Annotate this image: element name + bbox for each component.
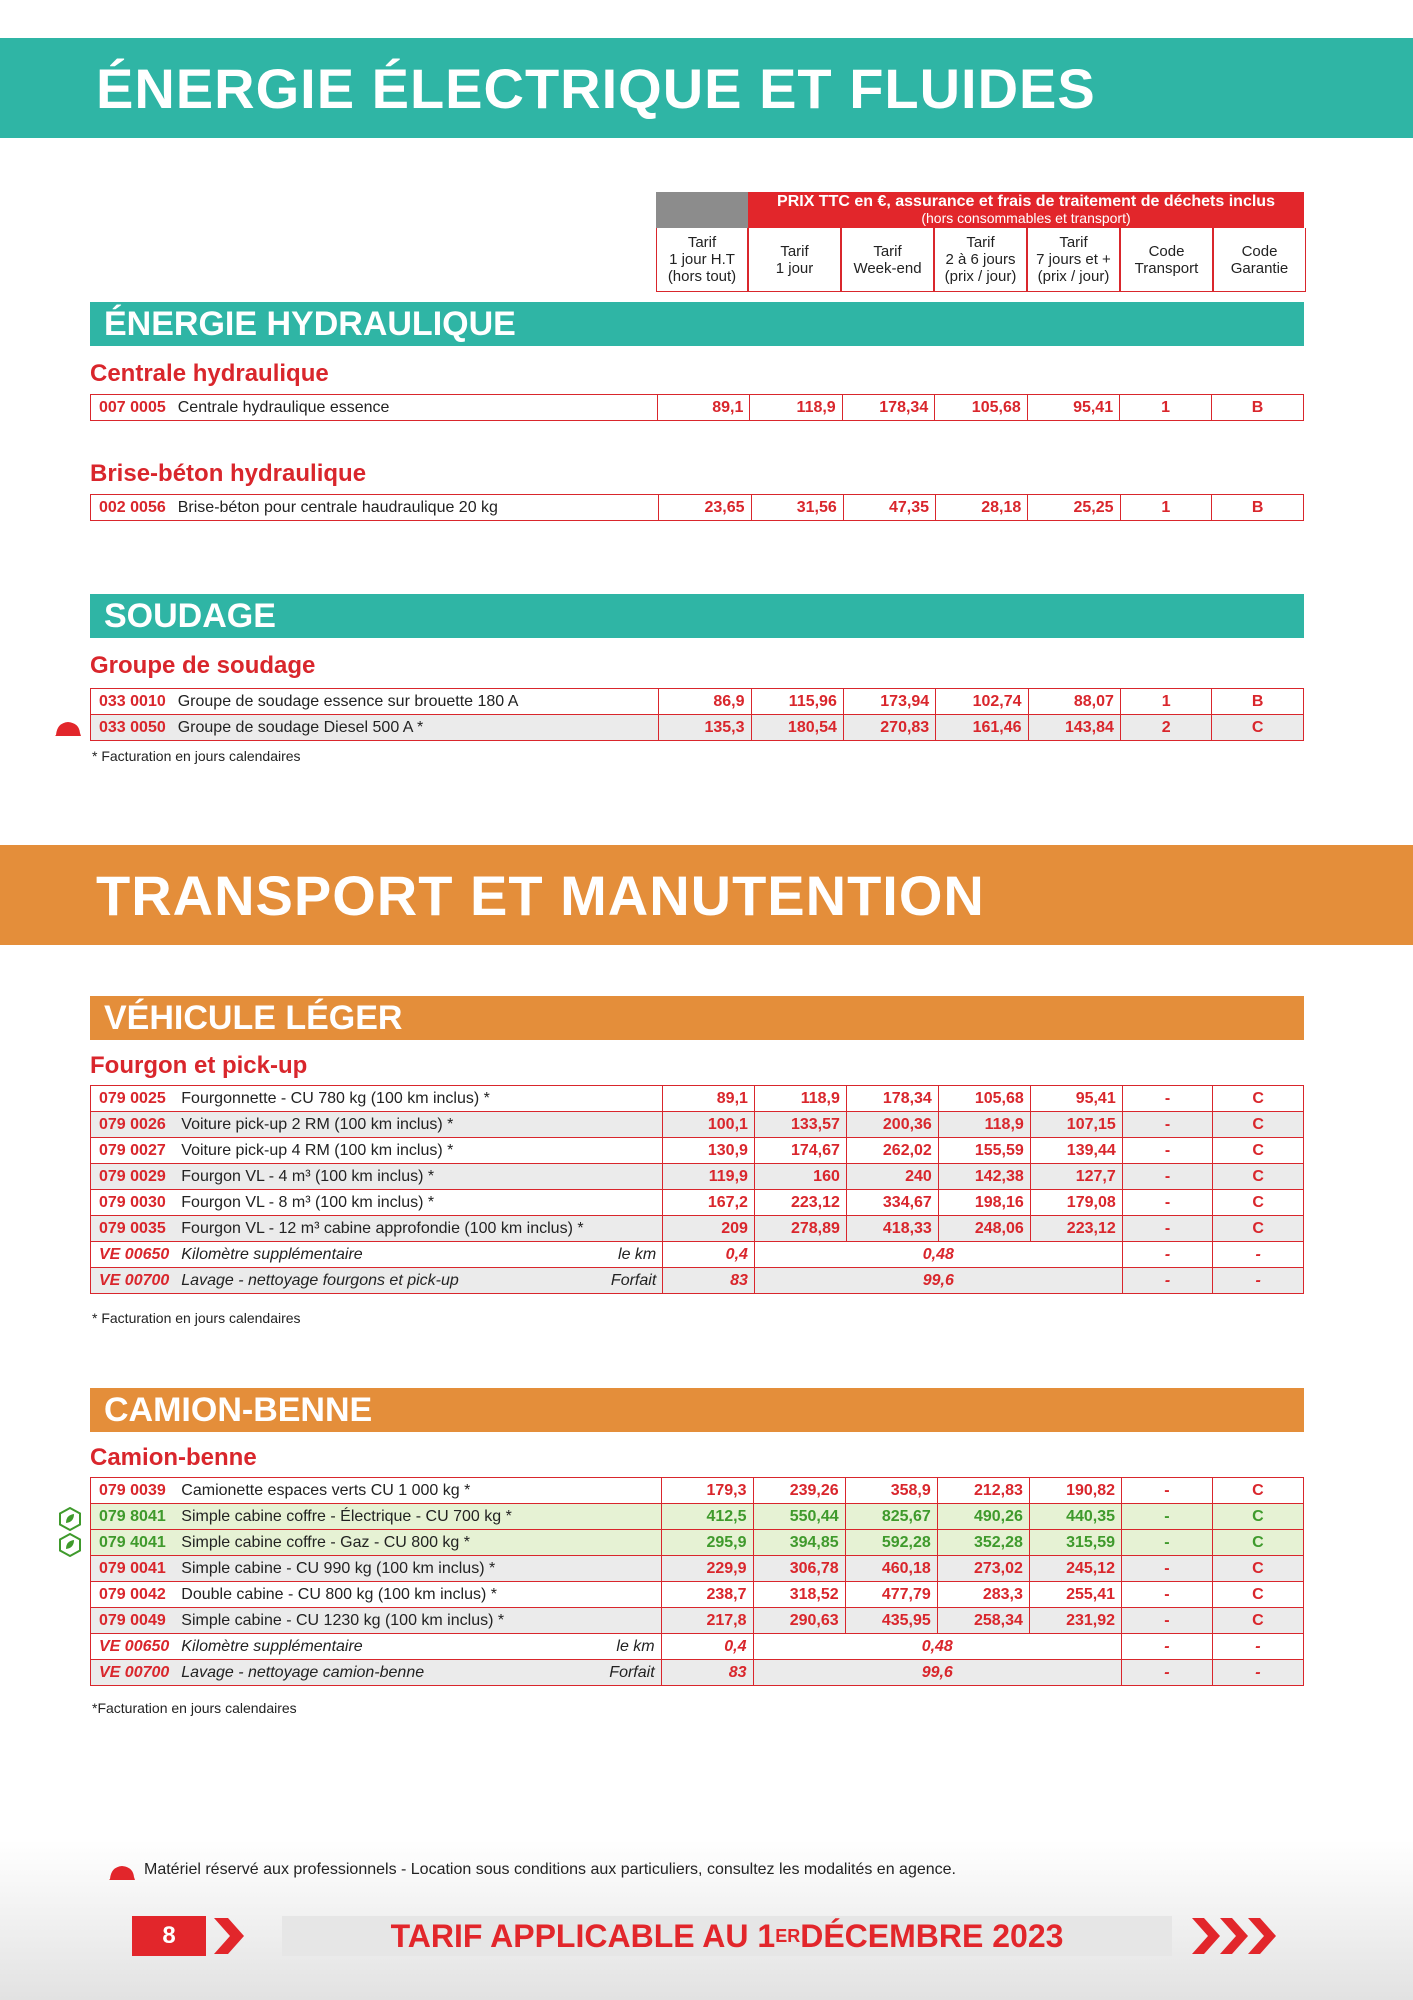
row-tarif-week-end: 178,34 [842, 395, 935, 421]
table-row-extra [91, 1634, 1304, 1660]
row-tarif-2-6-jours: 118,9 [938, 1112, 1030, 1138]
table-row-extra [91, 1242, 1304, 1268]
row-code: 079 0042 [91, 1582, 176, 1608]
row-tarif-2-6-jours: 28,18 [936, 495, 1028, 521]
row-tarif-ht: 135,3 [659, 715, 751, 741]
row-code: VE 00700 [91, 1268, 176, 1294]
row-tarif-1-jour: 290,63 [753, 1608, 845, 1634]
header-price-subtitle: (hors consommables et transport) [921, 210, 1131, 226]
row-code-transport: - [1122, 1582, 1213, 1608]
row-tarif-ht: 119,9 [663, 1164, 755, 1190]
row-code-transport: - [1122, 1660, 1213, 1686]
row-code-garantie: B [1212, 689, 1304, 715]
row-tarif-1-jour: 160 [754, 1164, 846, 1190]
col-tarif-week-end: Tarif Week-end [841, 228, 934, 292]
section-vehicule-leger: VÉHICULE LÉGER [90, 996, 1304, 1040]
header-price-title-text: PRIX TTC en €, assurance et frais de traitement de déchets inclus [777, 193, 1275, 210]
row-unit: Forfait [609, 1663, 655, 1681]
row-desc: Brise-béton pour centrale haudraulique 20 kg [172, 495, 659, 521]
row-tarif-week-end: 460,18 [845, 1556, 937, 1582]
row-tarif-1-jour: 306,78 [753, 1556, 845, 1582]
row-tarif-1-jour: 133,57 [754, 1112, 846, 1138]
table-row [91, 395, 1304, 421]
row-tarif-1-jour: 223,12 [754, 1190, 846, 1216]
row-desc: Simple cabine coffre - Gaz - CU 800 kg * [175, 1530, 661, 1556]
footer-title [282, 1916, 1172, 1956]
row-tarif-7-jours: 190,82 [1029, 1478, 1121, 1504]
row-tarif-2-6-jours: 198,16 [938, 1190, 1030, 1216]
row-unit: Forfait [610, 1271, 657, 1289]
row-code: 079 0039 [91, 1478, 176, 1504]
table-row-extra [91, 1660, 1304, 1686]
col-tarif-2-6-jours: Tarif 2 à 6 jours (prix / jour) [934, 228, 1027, 292]
row-tarif-week-end: 173,94 [843, 689, 935, 715]
header-columns [656, 228, 1306, 292]
row-code-garantie: C [1213, 1138, 1304, 1164]
row-code-garantie: C [1213, 1164, 1304, 1190]
row-code-garantie: B [1212, 395, 1304, 421]
row-tarif-week-end: 240 [846, 1164, 938, 1190]
row-tarif-week-end: 200,36 [846, 1112, 938, 1138]
row-code-garantie: C [1213, 1190, 1304, 1216]
header-grey-block [656, 192, 748, 228]
table-row [91, 715, 1304, 741]
row-tarif-ht: 238,7 [661, 1582, 753, 1608]
row-code-transport: - [1122, 1216, 1213, 1242]
row-code-garantie: C [1213, 1216, 1304, 1242]
row-desc: Voiture pick-up 4 RM (100 km inclus) * [175, 1138, 662, 1164]
table-row [91, 1086, 1304, 1112]
table-brise-beton [90, 494, 1304, 521]
row-tarif-7-jours: 95,41 [1027, 395, 1119, 421]
col-code-transport: Code Transport [1120, 228, 1213, 292]
row-tarif-7-jours: 315,59 [1029, 1530, 1121, 1556]
row-code: VE 00650 [91, 1634, 176, 1660]
table-centrale-hydraulique [90, 394, 1304, 421]
row-desc: Groupe de soudage Diesel 500 A * [172, 715, 659, 741]
row-tarif-1-jour: 318,52 [753, 1582, 845, 1608]
row-code-transport: 1 [1120, 395, 1212, 421]
row-code-transport: - [1122, 1634, 1213, 1660]
banner-transport: TRANSPORT ET MANUTENTION [0, 845, 1413, 945]
footer-title-post: DÉCEMBRE 2023 [800, 1917, 1064, 1954]
row-tarif-1-jour: 31,56 [751, 495, 843, 521]
row-code: VE 00650 [91, 1242, 176, 1268]
row-tarif-1-jour: 115,96 [751, 689, 843, 715]
section-camion-benne: CAMION-BENNE [90, 1388, 1304, 1432]
footer-title-sup: ER [775, 1925, 801, 1946]
leaf-icon [58, 1533, 82, 1557]
row-tarif-week-end: 825,67 [845, 1504, 937, 1530]
row-code: 079 0049 [91, 1608, 176, 1634]
row-tarif-ttc: 99,6 [754, 1268, 1122, 1294]
row-desc: Simple cabine coffre - Électrique - CU 700 kg * [175, 1504, 661, 1530]
row-tarif-1-jour: 118,9 [750, 395, 842, 421]
table-vehicule-leger [90, 1085, 1304, 1294]
row-tarif-week-end: 418,33 [846, 1216, 938, 1242]
row-code-transport: - [1122, 1138, 1213, 1164]
row-desc: Fourgon VL - 8 m³ (100 km inclus) * [175, 1190, 662, 1216]
row-tarif-2-6-jours: 155,59 [938, 1138, 1030, 1164]
page-number: 8 [132, 1916, 206, 1956]
row-tarif-7-jours: 245,12 [1029, 1556, 1121, 1582]
row-tarif-7-jours: 88,07 [1028, 689, 1120, 715]
helmet-icon [54, 720, 82, 738]
row-tarif-ht: 86,9 [659, 689, 751, 715]
row-tarif-ht: 23,65 [659, 495, 751, 521]
banner-energie: ÉNERGIE ÉLECTRIQUE ET FLUIDES [0, 38, 1413, 138]
row-desc: Fourgonnette - CU 780 kg (100 km inclus) * [175, 1086, 662, 1112]
row-tarif-week-end: 435,95 [845, 1608, 937, 1634]
row-tarif-7-jours: 440,35 [1029, 1504, 1121, 1530]
row-code-transport: - [1122, 1530, 1213, 1556]
row-code-transport: - [1122, 1556, 1213, 1582]
row-tarif-ht: 0,4 [663, 1242, 755, 1268]
footnote-vehicule: * Facturation en jours calendaires [92, 1310, 301, 1326]
chevron-right-icon [210, 1916, 250, 1956]
row-tarif-1-jour: 394,85 [753, 1530, 845, 1556]
row-desc: Simple cabine - CU 1230 kg (100 km inclus) * [175, 1608, 661, 1634]
row-tarif-week-end: 47,35 [843, 495, 935, 521]
table-camion-benne [90, 1477, 1304, 1686]
row-code-transport: 1 [1120, 495, 1212, 521]
row-tarif-2-6-jours: 258,34 [937, 1608, 1029, 1634]
table-row [91, 1216, 1304, 1242]
row-tarif-week-end: 592,28 [845, 1530, 937, 1556]
row-desc: Centrale hydraulique essence [172, 395, 658, 421]
row-code-garantie: C [1212, 1478, 1303, 1504]
row-code-transport: - [1122, 1268, 1213, 1294]
row-tarif-ht: 295,9 [661, 1530, 753, 1556]
row-code: 079 0029 [91, 1164, 176, 1190]
row-tarif-ttc: 0,48 [754, 1242, 1122, 1268]
row-code: 079 0027 [91, 1138, 176, 1164]
row-code-transport: - [1122, 1112, 1213, 1138]
row-tarif-7-jours: 231,92 [1029, 1608, 1121, 1634]
section-soudage: SOUDAGE [90, 594, 1304, 638]
row-code-garantie: - [1212, 1660, 1303, 1686]
col-tarif-ht: Tarif 1 jour H.T (hors tout) [656, 228, 748, 292]
row-tarif-ht: 167,2 [663, 1190, 755, 1216]
row-code-garantie: C [1212, 1582, 1303, 1608]
row-desc-text: Lavage - nettoyage fourgons et pick-up [181, 1271, 459, 1289]
row-desc: Groupe de soudage essence sur brouette 180 A [172, 689, 659, 715]
row-tarif-ht: 100,1 [663, 1112, 755, 1138]
table-row [91, 1504, 1304, 1530]
row-tarif-2-6-jours: 352,28 [937, 1530, 1029, 1556]
row-code: 079 8041 [91, 1504, 176, 1530]
row-code-garantie: C [1212, 1504, 1303, 1530]
row-tarif-week-end: 358,9 [845, 1478, 937, 1504]
row-code: 033 0050 [91, 715, 172, 741]
leaf-icon [58, 1507, 82, 1531]
row-code-garantie: C [1213, 1086, 1304, 1112]
row-code: 079 0030 [91, 1190, 176, 1216]
row-desc: Voiture pick-up 2 RM (100 km inclus) * [175, 1112, 662, 1138]
table-row [91, 689, 1304, 715]
table-row [91, 495, 1304, 521]
row-tarif-ttc: 0,48 [753, 1634, 1122, 1660]
row-code: 033 0010 [91, 689, 172, 715]
row-code-garantie: C [1212, 1556, 1303, 1582]
row-tarif-2-6-jours: 161,46 [936, 715, 1028, 741]
chevron-right-icon [1190, 1916, 1290, 1956]
row-tarif-7-jours: 143,84 [1028, 715, 1120, 741]
row-tarif-ht: 83 [663, 1268, 755, 1294]
row-code-transport: 1 [1120, 689, 1212, 715]
row-tarif-week-end: 270,83 [843, 715, 935, 741]
row-code-transport: 2 [1120, 715, 1212, 741]
row-code: 079 0035 [91, 1216, 176, 1242]
row-code-garantie: - [1212, 1634, 1303, 1660]
row-tarif-ttc: 99,6 [753, 1660, 1122, 1686]
row-code-transport: - [1122, 1504, 1213, 1530]
table-row [91, 1582, 1304, 1608]
table-row [91, 1112, 1304, 1138]
footer-title-pre: TARIF APPLICABLE AU 1 [390, 1917, 776, 1954]
row-tarif-ht: 83 [661, 1660, 753, 1686]
row-desc-text: Lavage - nettoyage camion-benne [181, 1663, 425, 1681]
col-tarif-7-jours: Tarif 7 jours et + (prix / jour) [1027, 228, 1120, 292]
table-row [91, 1478, 1304, 1504]
row-desc: Simple cabine - CU 990 kg (100 km inclus) * [175, 1556, 661, 1582]
row-tarif-7-jours: 255,41 [1029, 1582, 1121, 1608]
table-row [91, 1530, 1304, 1556]
row-unit: le km [618, 1245, 657, 1263]
row-tarif-7-jours: 127,7 [1030, 1164, 1122, 1190]
row-tarif-ht: 209 [663, 1216, 755, 1242]
row-tarif-1-jour: 118,9 [754, 1086, 846, 1112]
col-code-garantie: Code Garantie [1213, 228, 1306, 292]
row-tarif-2-6-jours: 248,06 [938, 1216, 1030, 1242]
row-code-garantie: C [1212, 1530, 1303, 1556]
row-desc-text: Kilomètre supplémentaire [181, 1245, 363, 1263]
row-tarif-week-end: 334,67 [846, 1190, 938, 1216]
row-code: 007 0005 [91, 395, 172, 421]
row-tarif-7-jours: 25,25 [1028, 495, 1120, 521]
row-tarif-ht: 0,4 [661, 1634, 753, 1660]
table-row-extra [91, 1268, 1304, 1294]
row-code: 002 0056 [91, 495, 172, 521]
row-tarif-7-jours: 139,44 [1030, 1138, 1122, 1164]
row-code-transport: - [1122, 1164, 1213, 1190]
row-tarif-7-jours: 179,08 [1030, 1190, 1122, 1216]
row-code: VE 00700 [91, 1660, 176, 1686]
row-unit: le km [616, 1637, 655, 1655]
row-desc: Fourgon VL - 4 m³ (100 km inclus) * [175, 1164, 662, 1190]
row-code: 079 0025 [91, 1086, 176, 1112]
group-title-centrale: Centrale hydraulique [90, 360, 329, 387]
row-tarif-7-jours: 223,12 [1030, 1216, 1122, 1242]
group-title-soudage: Groupe de soudage [90, 652, 316, 679]
footnote-camion: *Facturation en jours calendaires [92, 1700, 297, 1716]
row-tarif-2-6-jours: 490,26 [937, 1504, 1029, 1530]
row-tarif-2-6-jours: 105,68 [938, 1086, 1030, 1112]
row-desc [175, 1242, 662, 1268]
header-price-title [748, 192, 1304, 228]
row-tarif-2-6-jours: 283,3 [937, 1582, 1029, 1608]
row-tarif-ht: 89,1 [663, 1086, 755, 1112]
row-tarif-week-end: 178,34 [846, 1086, 938, 1112]
row-tarif-week-end: 262,02 [846, 1138, 938, 1164]
row-desc [175, 1268, 662, 1294]
row-tarif-1-jour: 278,89 [754, 1216, 846, 1242]
row-code: 079 0041 [91, 1556, 176, 1582]
group-title-camion-benne: Camion-benne [90, 1444, 257, 1471]
footnote-soudage: * Facturation en jours calendaires [92, 748, 301, 764]
row-code-garantie: - [1213, 1242, 1304, 1268]
row-tarif-2-6-jours: 273,02 [937, 1556, 1029, 1582]
table-row [91, 1138, 1304, 1164]
row-code-garantie: C [1212, 1608, 1303, 1634]
table-row [91, 1556, 1304, 1582]
row-tarif-ht: 130,9 [663, 1138, 755, 1164]
row-desc: Double cabine - CU 800 kg (100 km inclus) * [175, 1582, 661, 1608]
row-code-garantie: - [1213, 1268, 1304, 1294]
group-title-fourgon: Fourgon et pick-up [90, 1052, 308, 1079]
row-tarif-1-jour: 239,26 [753, 1478, 845, 1504]
row-desc: Fourgon VL - 12 m³ cabine approfondie (100 km inclus) * [175, 1216, 662, 1242]
section-energie-hydraulique: ÉNERGIE HYDRAULIQUE [90, 302, 1304, 346]
row-tarif-2-6-jours: 102,74 [936, 689, 1028, 715]
row-tarif-ht: 89,1 [658, 395, 750, 421]
row-code-transport: - [1122, 1478, 1213, 1504]
row-code-garantie: B [1212, 495, 1304, 521]
helmet-icon [108, 1864, 136, 1882]
row-tarif-7-jours: 95,41 [1030, 1086, 1122, 1112]
row-tarif-1-jour: 174,67 [754, 1138, 846, 1164]
group-title-brise-beton: Brise-béton hydraulique [90, 460, 367, 487]
row-tarif-ht: 179,3 [661, 1478, 753, 1504]
row-code-transport: - [1122, 1190, 1213, 1216]
row-code-transport: - [1122, 1242, 1213, 1268]
row-code-transport: - [1122, 1608, 1213, 1634]
row-code: 079 4041 [91, 1530, 176, 1556]
row-tarif-ht: 217,8 [661, 1608, 753, 1634]
row-code-transport: - [1122, 1086, 1213, 1112]
col-tarif-1-jour: Tarif 1 jour [748, 228, 841, 292]
table-row [91, 1190, 1304, 1216]
row-tarif-2-6-jours: 212,83 [937, 1478, 1029, 1504]
row-tarif-week-end: 477,79 [845, 1582, 937, 1608]
row-tarif-1-jour: 550,44 [753, 1504, 845, 1530]
row-desc [175, 1660, 661, 1686]
row-tarif-2-6-jours: 105,68 [935, 395, 1028, 421]
row-code: 079 0026 [91, 1112, 176, 1138]
row-desc [175, 1634, 661, 1660]
row-tarif-ht: 412,5 [661, 1504, 753, 1530]
table-row [91, 1608, 1304, 1634]
table-soudage [90, 688, 1304, 741]
row-desc: Camionette espaces verts CU 1 000 kg * [175, 1478, 661, 1504]
table-row [91, 1164, 1304, 1190]
footer-note: Matériel réservé aux professionnels - Location sous conditions aux particuliers, consultez les modalités en agence. [144, 1861, 956, 1878]
row-tarif-1-jour: 180,54 [751, 715, 843, 741]
row-desc-text: Kilomètre supplémentaire [181, 1637, 363, 1655]
row-code-garantie: C [1212, 715, 1304, 741]
row-tarif-2-6-jours: 142,38 [938, 1164, 1030, 1190]
row-tarif-7-jours: 107,15 [1030, 1112, 1122, 1138]
row-code-garantie: C [1213, 1112, 1304, 1138]
row-tarif-ht: 229,9 [661, 1556, 753, 1582]
